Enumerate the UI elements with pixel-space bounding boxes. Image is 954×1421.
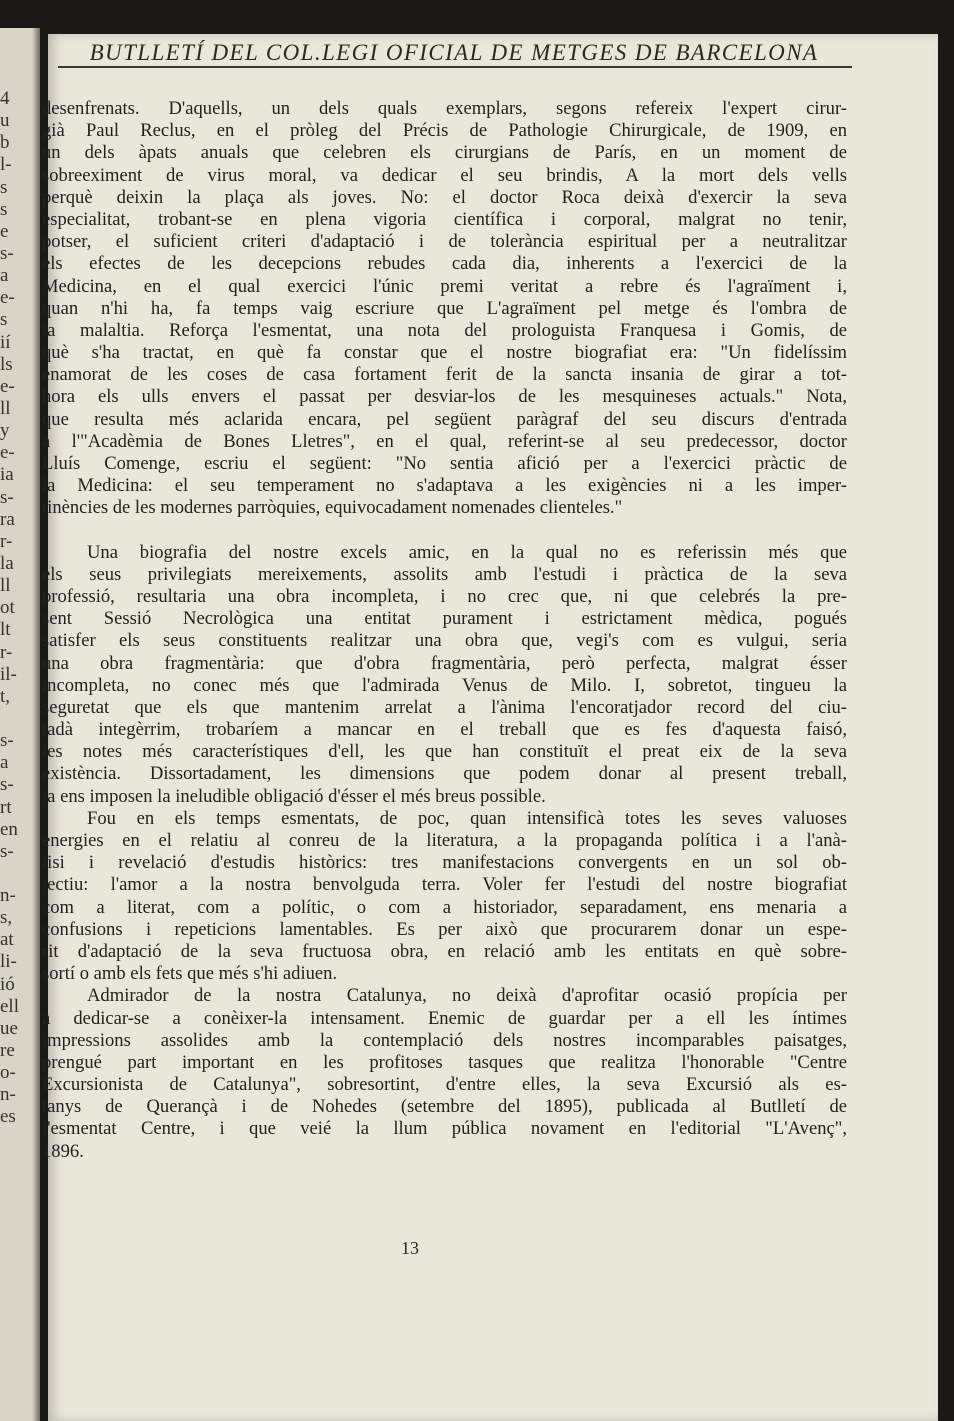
facing-page-fragment: u	[0, 110, 10, 132]
text-line: tanys de Querançà i de Nohedes (setembre del 1895), publicada al Butlletí de	[42, 1096, 847, 1118]
text-line: sortí o amb els fets que més s'hi adiuen.	[42, 963, 338, 985]
paragraph-4	[42, 985, 847, 1163]
facing-page-fragment: en	[0, 818, 18, 840]
text-line: jectiu: l'amor a la nostra benvolguda terra. Voler fer l'estudi del nostre biografiat	[42, 874, 847, 896]
paragraph-2	[42, 542, 847, 808]
text-line: que resulta més aclarida encara, pel següent paràgraf del seu discurs d'entrada	[42, 408, 847, 430]
text-line: lisi i revelació d'estudis històrics: tres manifestacions convergents en un sol ob-	[42, 852, 847, 874]
facing-page-fragment: n-	[0, 885, 16, 907]
facing-page-fragment: at	[0, 929, 14, 951]
facing-page-fragment: ue	[0, 1017, 18, 1039]
facing-page-fragments	[0, 88, 32, 1129]
facing-page-fragment: s	[0, 309, 8, 331]
text-line: ja ens imposen la ineludible obligació d'ésser el més breus possible.	[42, 785, 546, 807]
text-line: a l'"Acadèmia de Bones Lletres", en el qual, referint-se al seu predecessor, doctor	[42, 430, 847, 452]
text-line: seguretat que els que mantenim arrelat a l'ànima l'encoratjador record del ciu-	[42, 696, 847, 718]
facing-page-fragment: ell	[0, 995, 19, 1017]
facing-page-fragment: rt	[0, 796, 12, 818]
text-line: professió, resultaria una obra incompleta, i no crec que, ni que celebrés la pre-	[42, 585, 847, 607]
text-line: perquè deixin la plaça als joves. No: el doctor Roca deixà d'exercir la seva	[42, 186, 847, 208]
paragraph-3	[42, 808, 847, 986]
facing-page-fragment: ra	[0, 508, 15, 530]
facing-page-fragment: a	[0, 265, 9, 287]
text-line: prengué part important en les profitoses tasques que realitza l'honorable "Centre	[42, 1051, 847, 1073]
text-line: les notes més característiques d'ell, les que han constituït el preat eix de la seva	[42, 741, 847, 763]
text-line: la malaltia. Reforça l'esmentat, una nota del prologuista Franquesa i Gomis, de	[42, 319, 847, 341]
text-line: Lluís Comenge, escriu el següent: "No sentia afició per a l'exercici pràctic de	[42, 453, 847, 474]
facing-page-fragment: r-	[0, 641, 13, 663]
text-line: els efectes de les decepcions rebudes cada dia, inherents a l'exercici de la	[42, 253, 847, 275]
text-line: confusions i repeticions lamentables. Es per això que procurarem donar un espe-	[42, 918, 847, 940]
facing-page-fragment: s,	[0, 907, 13, 929]
text-line: un dels àpats anuals que celebren els cirurgians de París, en un moment de	[42, 142, 847, 164]
text-line: impressions assolides amb la contemplació dels nostres incomparables paisatges,	[42, 1029, 847, 1051]
facing-page-fragment: r-	[0, 530, 13, 552]
text-line: Una biografia del nostre excels amic, en la qual no es referissin més que	[87, 541, 847, 563]
facing-page-fragment: la	[0, 552, 14, 574]
text-line: Excursionista de Catalunya", sobresortint, d'entre elles, la seva Excursió als es-	[42, 1074, 847, 1096]
text-line: già Paul Reclus, en el pròleg del Précis de Pathologie Chirurgicale, de 1909, en	[42, 120, 847, 142]
facing-page-fragment: re	[0, 1040, 15, 1062]
running-header: BUTLLETÍ DEL COL.LEGI OFICIAL DE METGES DE BARCELONA	[89, 40, 819, 65]
text-line: Admirador de la nostra Catalunya, no deixà d'aprofitar ocasió propícia per	[87, 985, 847, 1007]
text-line: incompleta, no conec més que l'admirada Venus de Milo. I, sobretot, tingueu la	[42, 674, 847, 696]
paragraph-gap	[42, 520, 847, 542]
text-line: rit d'adaptació de la seva fructuosa obra, en relació amb les entitats en què sobre-	[42, 940, 847, 962]
text-line: la Medicina: el seu temperament no s'adaptava a les exigències ni a les imper-	[42, 475, 847, 497]
facing-page-fragment: ot	[0, 597, 15, 619]
text-line: sobreeximent de virus moral, va dedicar el seu brindis, A la mort dels vells	[42, 164, 847, 186]
facing-page-fragment: s-	[0, 840, 14, 862]
text-line: existència. Dissortadament, les dimensions que podem donar al present treball,	[42, 763, 847, 785]
facing-page-fragment: e	[0, 220, 9, 242]
text-line: hora els ulls envers el passat per desviar-los de les mesquineses actuals." Nota,	[42, 386, 847, 408]
text-line: especialitat, trobant-se en plena vigoria científica i corporal, malgrat no tenir,	[42, 208, 847, 230]
header-rule	[58, 66, 852, 68]
facing-page-fragment: e-	[0, 442, 15, 464]
page-number: 13	[401, 1238, 419, 1258]
facing-page-edge	[0, 28, 40, 1421]
text-line: una obra fragmentària: que d'obra fragmentària, però perfecta, malgrat ésser	[42, 652, 847, 674]
text-line: sent Sessió Necrològica una entitat purament i estrictament mèdica, pogués	[42, 608, 847, 630]
facing-page-fragment: s-	[0, 774, 14, 796]
facing-page-fragment: t,	[0, 685, 11, 707]
text-line: enamorat de les coses de casa fortament ferit de la sancta insania de girar a tot-	[42, 364, 847, 386]
facing-page-fragment: ií	[0, 331, 11, 353]
facing-page-fragment: b	[0, 132, 10, 154]
facing-page-fragment: lt	[0, 619, 11, 641]
article-body	[42, 98, 847, 1163]
facing-page-number: 4	[0, 88, 10, 109]
text-line: Medicina, en el qual exercici l'únic premi veritat a rebre és l'agraïment i,	[42, 275, 847, 297]
text-line: energies en el relatiu al conreu de la literatura, a la propaganda política i a l'anà-	[42, 830, 847, 851]
facing-page-fragment: a	[0, 752, 9, 774]
facing-page-fragment: s-	[0, 730, 14, 752]
text-line: Fou en els temps esmentats, de poc, quan intensificà totes les seves valuoses	[87, 807, 847, 829]
facing-page-fragment: l-	[0, 154, 12, 176]
facing-page-fragment: ls	[0, 353, 13, 375]
text-line: l'esmentat Centre, i que veié la llum pública novament en l'editorial "L'Avenç",	[42, 1118, 847, 1140]
facing-page-fragment: es	[0, 1106, 16, 1128]
text-line: com a literat, com a polític, o com a historiador, separadament, ens menaria a	[42, 896, 847, 918]
facing-page-fragment	[0, 863, 32, 885]
facing-page-fragment: il-	[0, 663, 17, 685]
text-line: quan n'hi ha, fa temps vaig escriure que L'agraïment pel metge és l'ombra de	[42, 297, 847, 319]
text-line: satisfer els seus constituents realitzar una obra que, vegi's com es vulgui, seria	[42, 630, 847, 652]
text-line: els seus privilegiats mereixements, assolits amb l'estudi i pràctica de la seva	[42, 563, 847, 585]
facing-page-fragment: o-	[0, 1062, 16, 1084]
facing-page-fragment: e-	[0, 287, 15, 309]
facing-page-fragment: ll	[0, 575, 11, 597]
facing-page-fragment: s	[0, 198, 8, 220]
facing-page-fragment: y	[0, 420, 10, 442]
paragraph-1	[42, 98, 847, 520]
facing-page-fragment: e-	[0, 375, 15, 397]
facing-page-fragment: ia	[0, 464, 14, 486]
text-line: què s'ha tractat, en què fa constar que el nostre biografiat era: "Un fidelíssim	[42, 342, 847, 364]
facing-page-fragment: s-	[0, 486, 14, 508]
facing-page-fragment	[0, 708, 32, 730]
text-line: 1896.	[42, 1140, 84, 1162]
text-line: potser, el suficient criteri d'adaptació i de tolerància espiritual per a neutralitzar	[42, 231, 847, 253]
text-line: desenfrenats. D'aquells, un dels quals exemplars, segons refereix l'expert cirur-	[42, 98, 847, 119]
facing-page-fragment: n-	[0, 1084, 16, 1106]
book-gutter	[32, 28, 40, 1421]
facing-page-fragment: ió	[0, 973, 15, 995]
text-line: tadà integèrrim, trobaríem a mancar en el treball que es fes d'aquesta faisó,	[42, 719, 847, 741]
text-line: tinències de les modernes parròquies, equivocadament nomenades clienteles."	[42, 497, 623, 519]
facing-page-fragment: ll	[0, 397, 11, 419]
text-line: a dedicar-se a conèixer-la intensament. Enemic de guardar per a ell les íntimes	[42, 1007, 847, 1029]
facing-page-fragment: li-	[0, 951, 17, 973]
facing-page-fragment: s	[0, 176, 8, 198]
facing-page-fragment: s-	[0, 242, 14, 264]
